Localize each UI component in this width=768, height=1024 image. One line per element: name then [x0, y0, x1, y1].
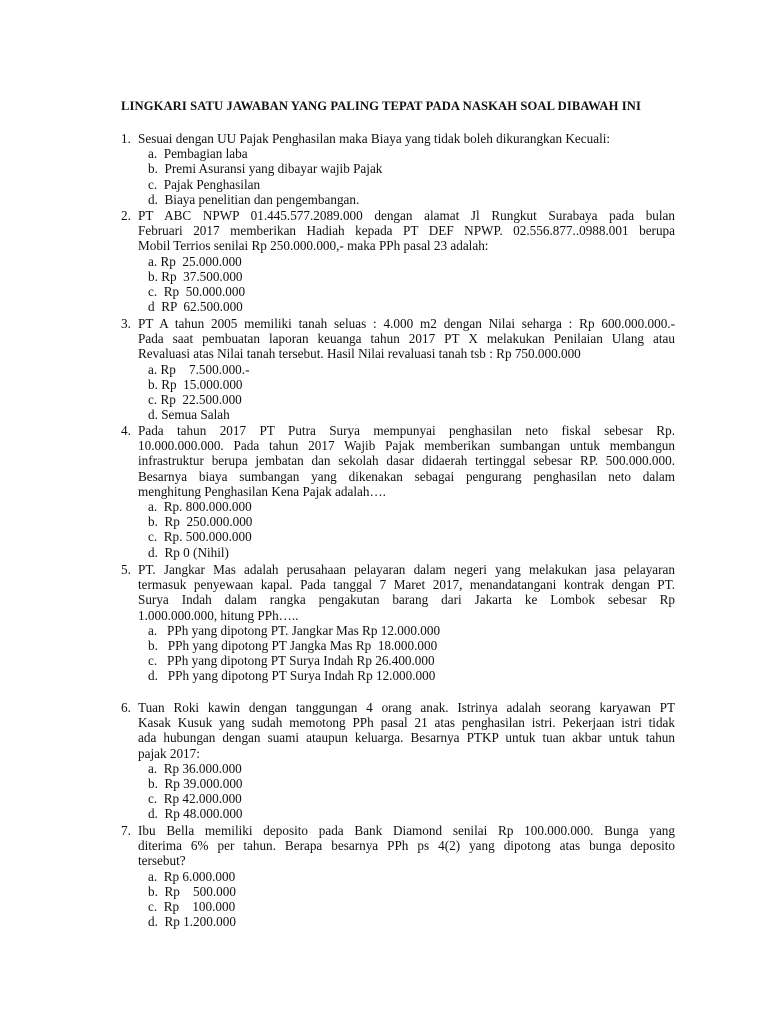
answer-option-b[interactable]: b. Rp 500.000 — [148, 883, 236, 899]
answer-option-d[interactable]: d. Biaya penelitian dan pengembangan. — [148, 191, 360, 207]
question-line: pajak 2017: — [138, 745, 200, 761]
answer-option-b[interactable]: b. Rp 250.000.000 — [148, 514, 253, 530]
answer-option-a[interactable]: a. Pembagian laba — [148, 146, 248, 162]
question-line: tersebut? — [138, 853, 186, 869]
question-line: PT ABC NPWP 01.445.577.2089.000 dengan alamat Jl Rungkut Surabaya pada bulan — [138, 208, 675, 223]
answer-option-c[interactable]: c. Rp 42.000.000 — [148, 791, 242, 807]
question-4 — [121, 423, 675, 560]
answer-option-a[interactable]: a. Rp 7.500.000.- — [148, 361, 250, 377]
question-line: Pada saat pembuatan laporan keuanga tahun 2017 PT X melakukan Penilaian Ulang atau — [138, 331, 675, 347]
question-text — [138, 316, 675, 362]
answer-option-a[interactable]: a. Rp 25.000.000 — [148, 253, 242, 269]
answer-option-a[interactable]: a. PPh yang dipotong PT. Jangkar Mas Rp 12.000.000 — [148, 622, 441, 638]
question-line: infrastruktur berupa jembatan dan sekolah dasar didaerah tertinggal sebesar RP. 500.000.000. — [138, 453, 675, 469]
answer-option-c[interactable]: c. Rp 50.000.000 — [148, 284, 246, 300]
question-line: ada hubungan dengan suami ataupun keluarga. Besarnya PTKP untuk tuan akbar untuk tahun — [138, 730, 675, 746]
answer-option-b[interactable]: b. Rp 39.000.000 — [148, 776, 243, 792]
answer-option-a[interactable]: a. Rp 36.000.000 — [148, 760, 242, 776]
answer-option-d[interactable]: d. PPh yang dipotong PT Surya Indah Rp 12.000.000 — [148, 668, 436, 684]
question-line: Tuan Roki kawin dengan tanggungan 4 orang anak. Istrinya adalah seorang karyawan PT — [138, 700, 675, 715]
answer-option-d[interactable]: d. Rp 0 (Nihil) — [148, 544, 229, 560]
question-1 — [121, 131, 675, 207]
question-number: 7. — [121, 823, 131, 838]
question-number: 3. — [121, 316, 131, 331]
question-text — [138, 823, 675, 869]
question-line: termasuk penyewaan kapal. Pada tanggal 7 Maret 2017, menandatangani kontrak dengan PT. — [138, 577, 675, 593]
question-line: diterima 6% per tahun. Berapa besarnya PPh ps 4(2) yang dipotong atas bunga deposito — [138, 838, 675, 854]
question-2 — [121, 208, 675, 314]
answer-option-b[interactable]: b. Rp 37.500.000 — [148, 268, 243, 284]
question-text — [138, 208, 675, 254]
question-number: 2. — [121, 208, 131, 223]
answer-option-b[interactable]: b. Premi Asuransi yang dibayar wajib Pajak — [148, 161, 383, 177]
question-line: PT. Jangkar Mas adalah perusahaan pelayaran dalam negeri yang melakukan jasa pelayaran — [138, 562, 675, 577]
question-3 — [121, 316, 675, 422]
question-number: 4. — [121, 423, 131, 438]
question-line: menghitung Penghasilan Kena Pajak adalah…. — [138, 483, 386, 499]
question-6 — [121, 700, 675, 822]
question-line: Besarnya biaya sumbangan yang dikenakan sebagai pengurang penghasilan neto dalam — [138, 468, 675, 484]
question-line: Revaluasi atas Nilai tanah tersebut. Hasil Nilai revaluasi tanah tsb : Rp 750.000.000 — [138, 346, 581, 362]
answer-option-d[interactable]: d. Semua Salah — [148, 407, 230, 423]
answer-option-b[interactable]: b. PPh yang dipotong PT Jangka Mas Rp 18.000.000 — [148, 638, 438, 654]
question-line: Pada tahun 2017 PT Putra Surya mempunyai penghasilan neto fiskal sebesar Rp. — [138, 423, 675, 438]
answer-option-a[interactable]: a. Rp 6.000.000 — [148, 868, 236, 884]
question-line: 1.000.000.000, hitung PPh….. — [138, 607, 299, 623]
question-line: Ibu Bella memiliki deposito pada Bank Diamond senilai Rp 100.000.000. Bunga yang — [138, 823, 675, 838]
answer-option-a[interactable]: a. Rp. 800.000.000 — [148, 499, 252, 515]
document-title: LINGKARI SATU JAWABAN YANG PALING TEPAT PADA NASKAH SOAL DIBAWAH INI — [121, 99, 641, 113]
question-text — [138, 423, 675, 499]
question-line: Mobil Terrios senilai Rp 250.000.000,- maka PPh pasal 23 adalah: — [138, 238, 489, 254]
question-number: 6. — [121, 700, 131, 715]
question-text — [138, 562, 675, 623]
question-line: Surya Indah dalam rangka pengakutan barang dari Jakarta ke Lombok sebesar Rp — [138, 592, 675, 608]
question-line: 10.000.000.000. Pada tahun 2017 Wajib Pajak memberikan sumbangan untuk membangun — [138, 438, 675, 454]
question-text — [138, 700, 675, 761]
question-line: PT A tahun 2005 memiliki tanah seluas : 4.000 m2 dengan Nilai seharga : Rp 600.000.000.- — [138, 316, 675, 331]
answer-option-d[interactable]: d RP 62.500.000 — [148, 299, 243, 315]
answer-option-c[interactable]: c. Rp 100.000 — [148, 899, 236, 915]
answer-option-d[interactable]: d. Rp 1.200.000 — [148, 914, 236, 930]
answer-option-c[interactable]: c. Rp. 500.000.000 — [148, 529, 252, 545]
answer-option-c[interactable]: c. PPh yang dipotong PT Surya Indah Rp 26.400.000 — [148, 653, 435, 669]
answer-option-c[interactable]: c. Rp 22.500.000 — [148, 392, 242, 408]
answer-option-c[interactable]: c. Pajak Penghasilan — [148, 176, 261, 192]
question-line: Sesuai dengan UU Pajak Penghasilan maka Biaya yang tidak boleh dikurangkan Kecuali: — [138, 131, 611, 146]
question-text — [138, 131, 675, 146]
answer-option-b[interactable]: b. Rp 15.000.000 — [148, 376, 243, 392]
question-number: 1. — [121, 131, 131, 146]
question-line: Februari 2017 memberikan Hadiah kepada PT DEF NPWP. 02.556.877..0988.001 berupa — [138, 223, 675, 239]
question-7 — [121, 823, 675, 929]
question-number: 5. — [121, 562, 131, 577]
question-5 — [121, 562, 675, 684]
question-line: Kasak Kusuk yang sudah memotong PPh pasal 21 atas penghasilan istri. Pekerjaan istri tidak — [138, 715, 675, 731]
answer-option-d[interactable]: d. Rp 48.000.000 — [148, 806, 243, 822]
